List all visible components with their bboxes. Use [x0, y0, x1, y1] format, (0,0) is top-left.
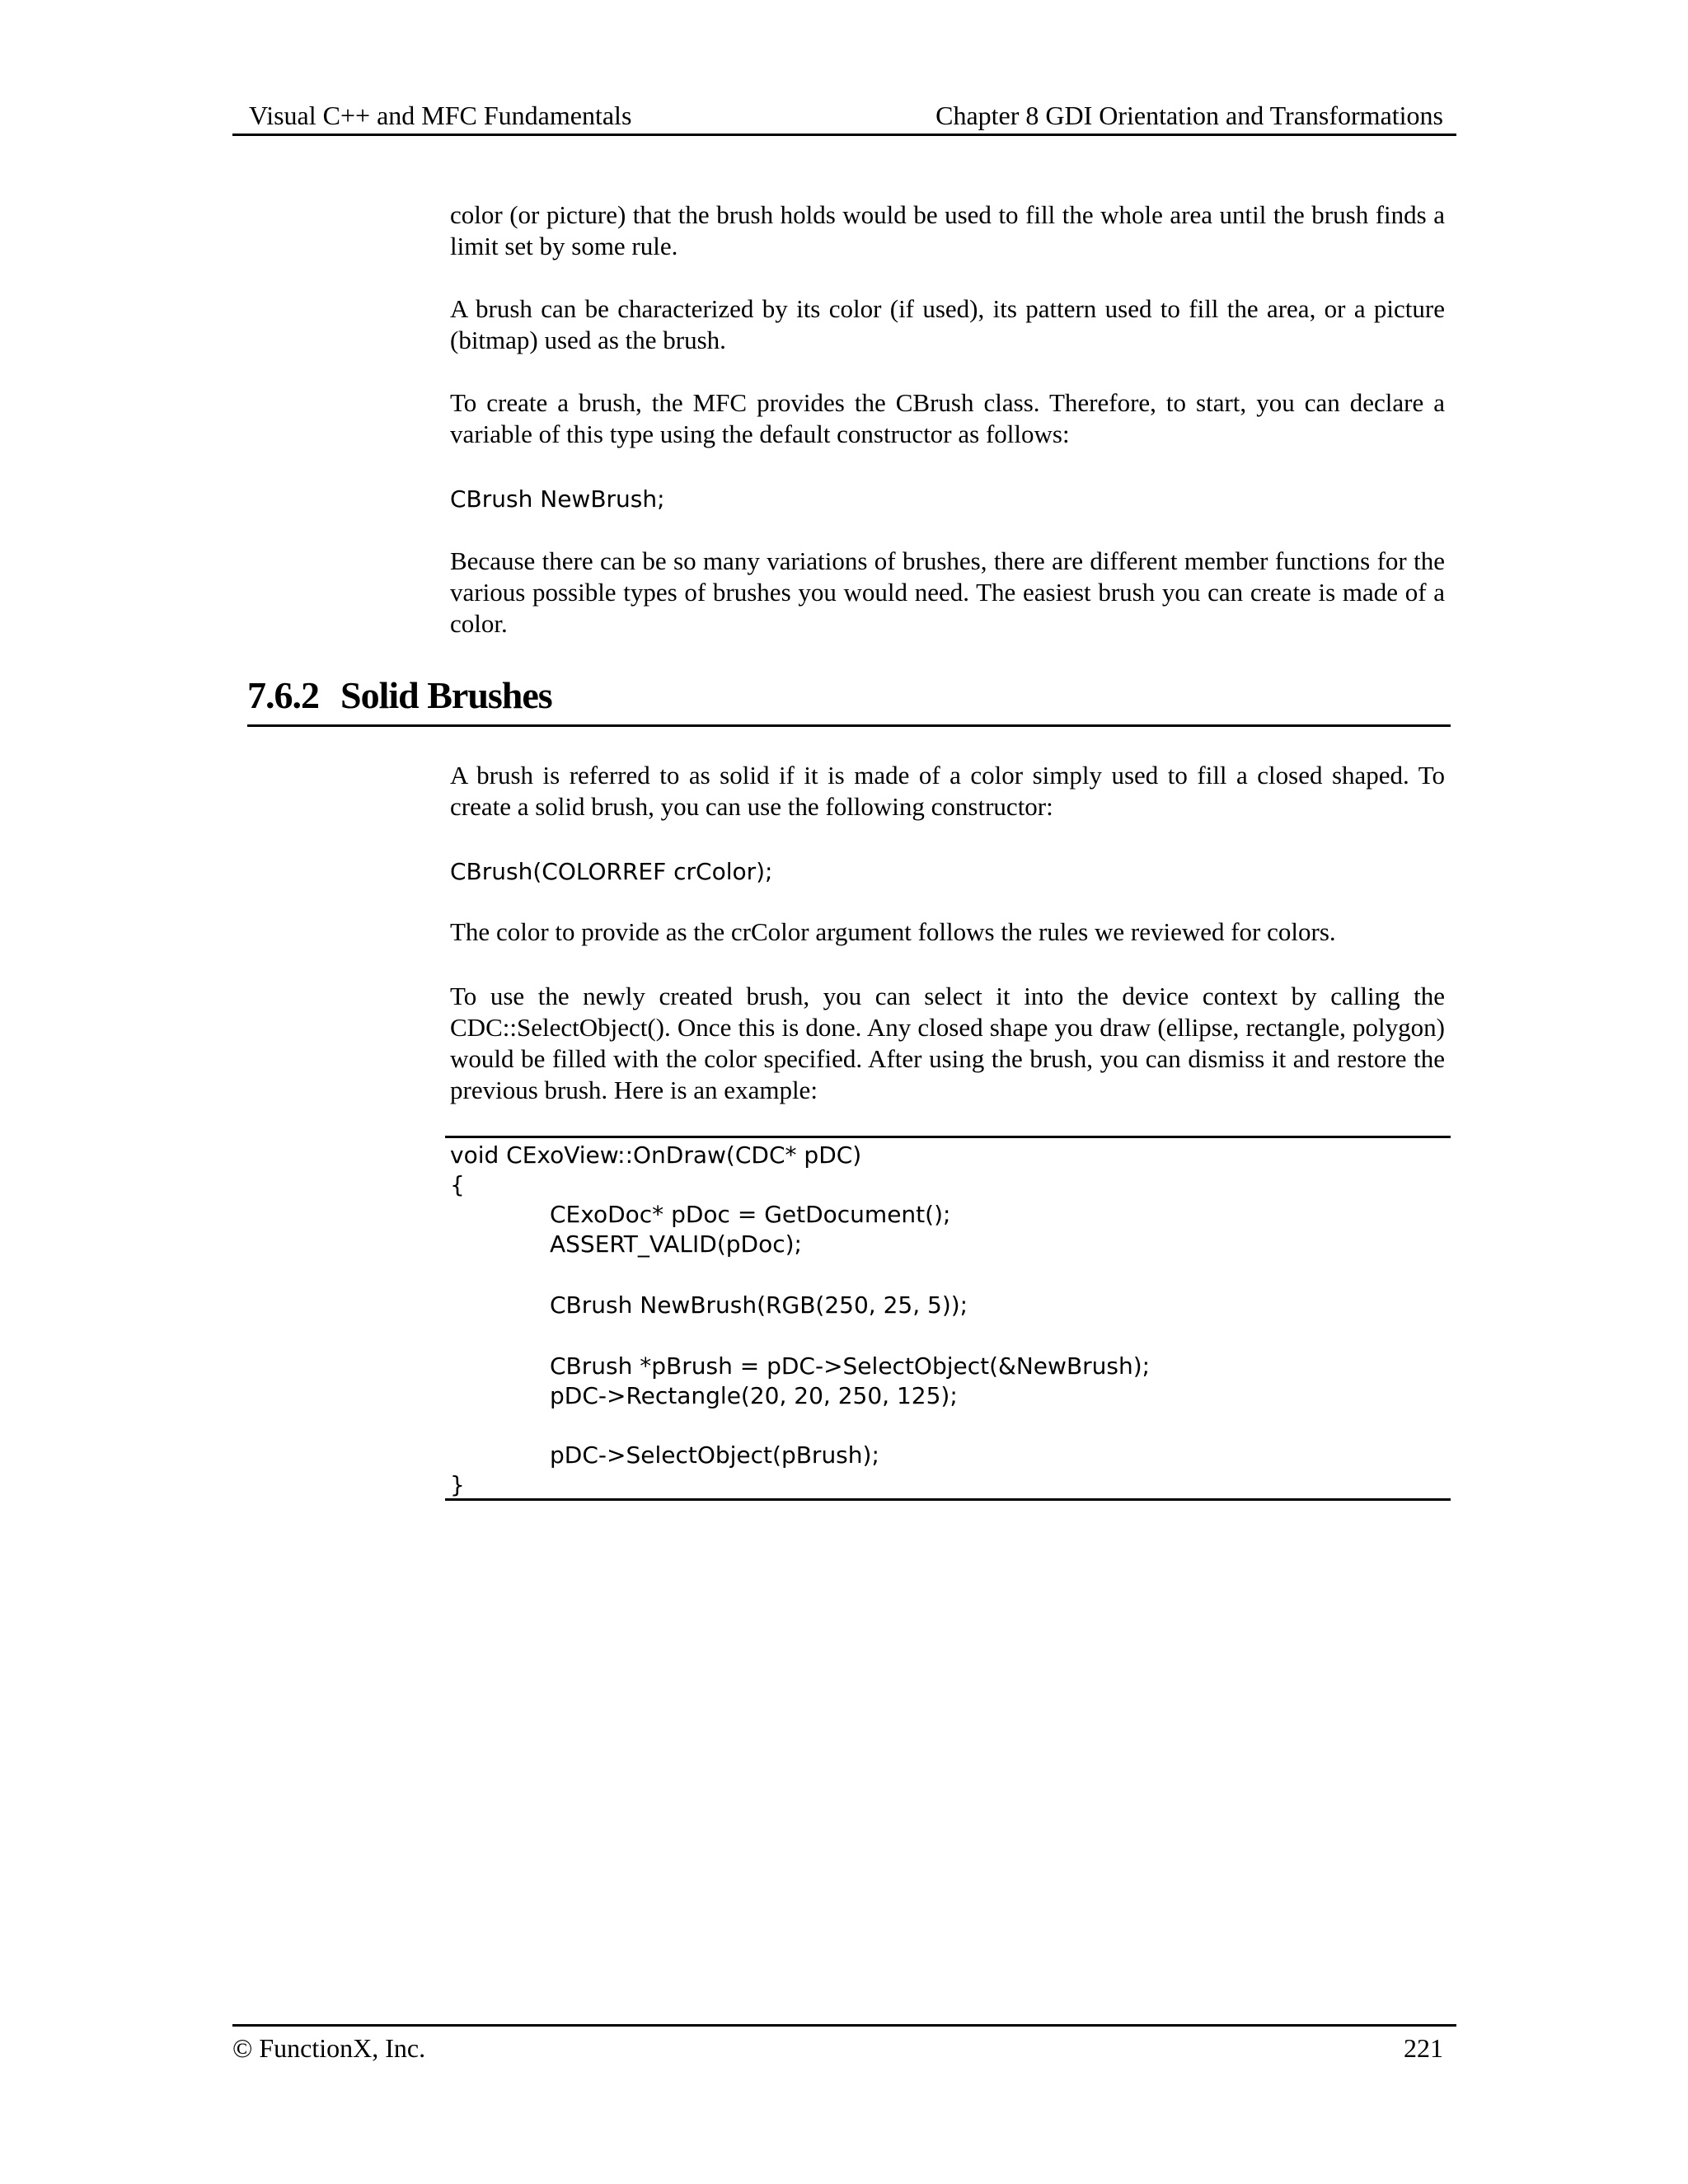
code-line: pDC->Rectangle(20, 20, 250, 125);	[550, 1382, 958, 1409]
code-declaration: CBrush NewBrush;	[450, 485, 665, 513]
code-line: {	[450, 1171, 465, 1198]
paragraph-use-brush: To use the newly created brush, you can select it into the device context by calling the CDC::SelectObject(). Once this is done. Any closed shape you draw (ellipse, rectangle, polygon) would be filled with the color specified. After using the brush, you can dismiss it and restore the previous brush. Here is an example:	[450, 982, 1445, 1104]
code-constructor: CBrush(COLORREF crColor);	[450, 858, 773, 885]
code-line: CExoDoc* pDoc = GetDocument();	[550, 1201, 951, 1228]
code-line: CBrush NewBrush(RGB(250, 25, 5));	[550, 1291, 968, 1319]
page-footer	[232, 2024, 1456, 2068]
paragraph-create-brush: To create a brush, the MFC provides the CBrush class. Therefore, to start, you can declare a variable of this type using the default constructor as follows:	[450, 388, 1445, 448]
section-title: Solid Brushes	[340, 674, 552, 716]
header-chapter-title: Chapter 8 GDI Orientation and Transformations	[935, 101, 1443, 130]
paragraph-brush-characteristics: A brush can be characterized by its color (if used), its pattern used to fill the area, or a picture (bitmap) used as the brush.	[450, 294, 1445, 354]
code-block-top-rule	[445, 1136, 1451, 1138]
code-line: CBrush *pBrush = pDC->SelectObject(&NewBrush);	[550, 1352, 1151, 1380]
paragraph-solid-brush: A brush is referred to as solid if it is made of a color simply used to fill a closed shaped. To create a solid brush, you can use the following constructor:	[450, 761, 1445, 821]
section-heading	[247, 673, 1451, 727]
section-number: 7.6.2	[247, 674, 319, 716]
code-line: ASSERT_VALID(pDoc);	[550, 1230, 802, 1258]
footer-copyright: © FunctionX, Inc.	[232, 2033, 426, 2063]
page-header	[232, 97, 1456, 136]
page-number: 221	[1404, 2033, 1443, 2063]
paragraph-color-argument: The color to provide as the crColor argument follows the rules we reviewed for colors.	[450, 917, 1336, 946]
header-book-title: Visual C++ and MFC Fundamentals	[249, 101, 632, 130]
code-line: }	[450, 1471, 465, 1498]
paragraph-brush-variations: Because there can be so many variations of brushes, there are different member functions for the various possible types of brushes you would need. The easiest brush you can create is made of a color.	[450, 546, 1445, 638]
paragraph-brush-fill: color (or picture) that the brush holds would be used to fill the whole area until the brush finds a limit set by some rule.	[450, 200, 1445, 260]
code-line: void CExoView::OnDraw(CDC* pDC)	[450, 1141, 862, 1169]
code-block-bottom-rule	[445, 1498, 1451, 1501]
code-line: pDC->SelectObject(pBrush);	[550, 1441, 879, 1469]
